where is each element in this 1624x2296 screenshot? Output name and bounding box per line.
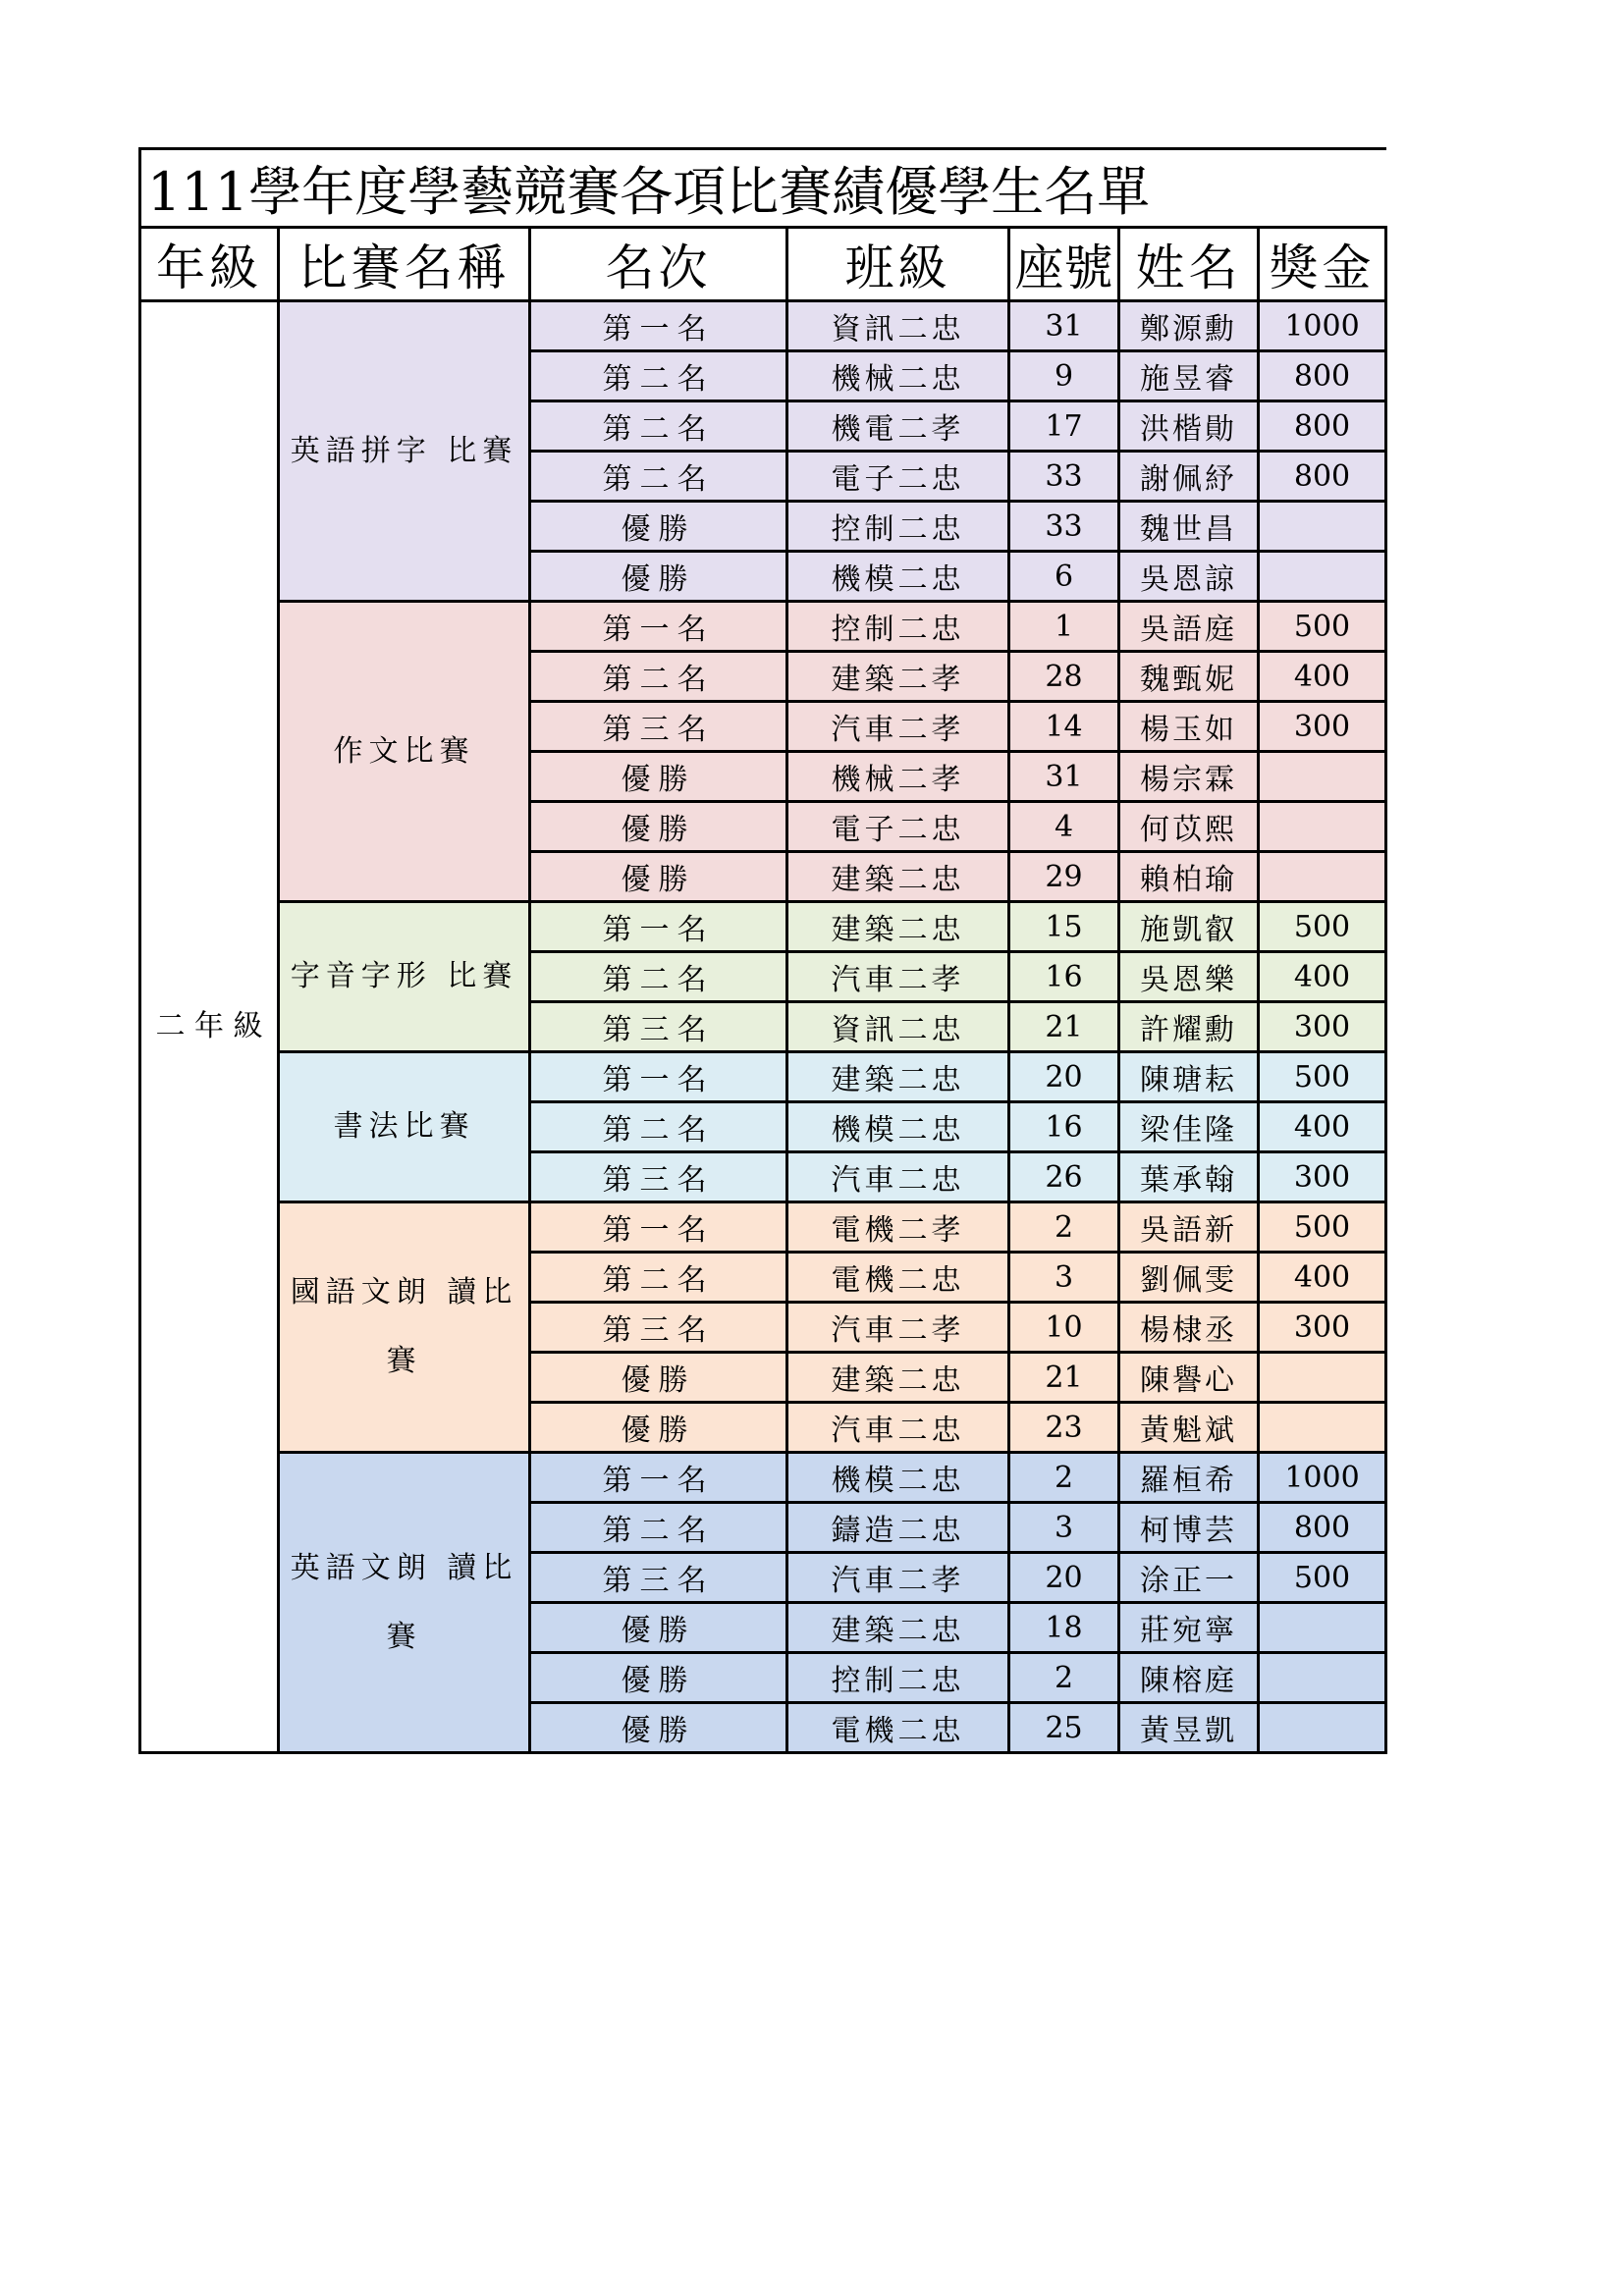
seat-cell: 15	[1009, 902, 1119, 952]
name-cell: 魏世昌	[1119, 502, 1259, 552]
name-cell: 洪楷勛	[1119, 401, 1259, 452]
name-cell: 葉承翰	[1119, 1152, 1259, 1202]
prize-cell	[1259, 1403, 1386, 1453]
name-cell: 許耀勳	[1119, 1002, 1259, 1052]
name-cell: 陳譽心	[1119, 1353, 1259, 1403]
table-row	[140, 1202, 1386, 1253]
prize-cell	[1259, 1353, 1386, 1403]
seat-cell: 31	[1009, 752, 1119, 802]
name-cell: 魏甄妮	[1119, 652, 1259, 702]
prize-cell	[1259, 502, 1386, 552]
prize-cell: 300	[1259, 1002, 1386, 1052]
rank-cell: 第二名	[530, 1253, 787, 1303]
prize-cell: 500	[1259, 1553, 1386, 1603]
class-cell: 電機二忠	[787, 1253, 1009, 1303]
rank-cell: 第三名	[530, 702, 787, 752]
competition-name: 書法比賽	[279, 1052, 530, 1202]
seat-cell: 20	[1009, 1553, 1119, 1603]
prize-cell	[1259, 852, 1386, 902]
name-cell: 施凱叡	[1119, 902, 1259, 952]
seat-cell: 1	[1009, 602, 1119, 652]
rank-cell: 優勝	[530, 502, 787, 552]
header-class: 班級	[787, 228, 1009, 301]
rank-cell: 第一名	[530, 1052, 787, 1102]
prize-cell: 800	[1259, 1503, 1386, 1553]
class-cell: 機模二忠	[787, 552, 1009, 602]
name-cell: 羅桓希	[1119, 1453, 1259, 1503]
name-cell: 涂正一	[1119, 1553, 1259, 1603]
class-cell: 電機二孝	[787, 1202, 1009, 1253]
rank-cell: 優勝	[530, 752, 787, 802]
table-row	[140, 602, 1386, 652]
prize-cell: 1000	[1259, 301, 1386, 351]
seat-cell: 33	[1009, 502, 1119, 552]
prize-cell: 500	[1259, 1052, 1386, 1102]
prize-cell: 400	[1259, 652, 1386, 702]
seat-cell: 2	[1009, 1202, 1119, 1253]
seat-cell: 21	[1009, 1002, 1119, 1052]
class-cell: 機模二忠	[787, 1453, 1009, 1503]
seat-cell: 3	[1009, 1253, 1119, 1303]
seat-cell: 6	[1009, 552, 1119, 602]
header-grade: 年級	[140, 228, 279, 301]
prize-cell	[1259, 1653, 1386, 1703]
prize-cell: 800	[1259, 401, 1386, 452]
seat-cell: 18	[1009, 1603, 1119, 1653]
seat-cell: 2	[1009, 1653, 1119, 1703]
class-cell: 汽車二孝	[787, 702, 1009, 752]
rank-cell: 第一名	[530, 602, 787, 652]
name-cell: 陳榕庭	[1119, 1653, 1259, 1703]
table-row	[140, 1453, 1386, 1503]
class-cell: 資訊二忠	[787, 301, 1009, 351]
class-cell: 建築二忠	[787, 1353, 1009, 1403]
grade-label: 二 年 級	[140, 301, 279, 1753]
name-cell: 吳恩諒	[1119, 552, 1259, 602]
seat-cell: 28	[1009, 652, 1119, 702]
rank-cell: 第二名	[530, 452, 787, 502]
rank-cell: 優勝	[530, 852, 787, 902]
prize-cell	[1259, 1703, 1386, 1753]
seat-cell: 3	[1009, 1503, 1119, 1553]
class-cell: 控制二忠	[787, 602, 1009, 652]
header-competition: 比賽名稱	[279, 228, 530, 301]
rank-cell: 第二名	[530, 1102, 787, 1152]
class-cell: 機械二忠	[787, 351, 1009, 401]
rank-cell: 第三名	[530, 1152, 787, 1202]
competition-name: 字音字形 比賽	[279, 902, 530, 1052]
class-cell: 汽車二孝	[787, 1303, 1009, 1353]
rank-cell: 第三名	[530, 1553, 787, 1603]
prize-cell: 300	[1259, 702, 1386, 752]
table-row	[140, 301, 1386, 351]
name-cell: 施昱睿	[1119, 351, 1259, 401]
rank-cell: 第一名	[530, 1453, 787, 1503]
competition-name: 英語拼字 比賽	[279, 301, 530, 602]
name-cell: 柯博芸	[1119, 1503, 1259, 1553]
name-cell: 楊玉如	[1119, 702, 1259, 752]
rank-cell: 第三名	[530, 1303, 787, 1353]
table-row	[140, 902, 1386, 952]
prize-cell: 300	[1259, 1152, 1386, 1202]
name-cell: 劉佩雯	[1119, 1253, 1259, 1303]
rank-cell: 第二名	[530, 952, 787, 1002]
name-cell: 吳語新	[1119, 1202, 1259, 1253]
competition-name: 英語文朗 讀比賽	[279, 1453, 530, 1753]
rank-cell: 優勝	[530, 1653, 787, 1703]
name-cell: 梁佳隆	[1119, 1102, 1259, 1152]
class-cell: 控制二忠	[787, 1653, 1009, 1703]
seat-cell: 25	[1009, 1703, 1119, 1753]
class-cell: 機模二忠	[787, 1102, 1009, 1152]
seat-cell: 14	[1009, 702, 1119, 752]
class-cell: 汽車二忠	[787, 1403, 1009, 1453]
seat-cell: 20	[1009, 1052, 1119, 1102]
rank-cell: 優勝	[530, 552, 787, 602]
prize-cell: 500	[1259, 1202, 1386, 1253]
header-prize: 獎金	[1259, 228, 1386, 301]
rank-cell: 第一名	[530, 902, 787, 952]
seat-cell: 29	[1009, 852, 1119, 902]
prize-cell: 500	[1259, 602, 1386, 652]
rank-cell: 第二名	[530, 652, 787, 702]
rank-cell: 第一名	[530, 301, 787, 351]
seat-cell: 26	[1009, 1152, 1119, 1202]
header-name: 姓名	[1119, 228, 1259, 301]
class-cell: 汽車二孝	[787, 1553, 1009, 1603]
seat-cell: 33	[1009, 452, 1119, 502]
class-cell: 機械二孝	[787, 752, 1009, 802]
rank-cell: 優勝	[530, 1403, 787, 1453]
seat-cell: 4	[1009, 802, 1119, 852]
class-cell: 資訊二忠	[787, 1002, 1009, 1052]
name-cell: 何苡熙	[1119, 802, 1259, 852]
prize-cell	[1259, 552, 1386, 602]
name-cell: 鄭源勳	[1119, 301, 1259, 351]
class-cell: 鑄造二忠	[787, 1503, 1009, 1553]
name-cell: 陳瑭耘	[1119, 1052, 1259, 1102]
name-cell: 黃昱凱	[1119, 1703, 1259, 1753]
seat-cell: 17	[1009, 401, 1119, 452]
rank-cell: 優勝	[530, 1353, 787, 1403]
class-cell: 電機二忠	[787, 1703, 1009, 1753]
prize-cell: 800	[1259, 452, 1386, 502]
header-row	[140, 228, 1386, 301]
name-cell: 吳語庭	[1119, 602, 1259, 652]
class-cell: 電子二忠	[787, 802, 1009, 852]
award-table	[138, 147, 1387, 1754]
rank-cell: 優勝	[530, 1703, 787, 1753]
rank-cell: 第二名	[530, 401, 787, 452]
prize-cell: 1000	[1259, 1453, 1386, 1503]
name-cell: 賴柏瑜	[1119, 852, 1259, 902]
class-cell: 汽車二忠	[787, 1152, 1009, 1202]
class-cell: 建築二孝	[787, 652, 1009, 702]
name-cell: 吳恩樂	[1119, 952, 1259, 1002]
table-title: 111學年度學藝競賽各項比賽績優學生名單	[140, 149, 1386, 228]
prize-cell: 500	[1259, 902, 1386, 952]
class-cell: 建築二忠	[787, 1052, 1009, 1102]
name-cell: 黃魁斌	[1119, 1403, 1259, 1453]
class-cell: 建築二忠	[787, 902, 1009, 952]
prize-cell: 400	[1259, 1102, 1386, 1152]
class-cell: 電子二忠	[787, 452, 1009, 502]
competition-name: 作文比賽	[279, 602, 530, 902]
name-cell: 楊宗霖	[1119, 752, 1259, 802]
class-cell: 建築二忠	[787, 852, 1009, 902]
prize-cell: 400	[1259, 952, 1386, 1002]
class-cell: 建築二忠	[787, 1603, 1009, 1653]
rank-cell: 第三名	[530, 1002, 787, 1052]
header-rank: 名次	[530, 228, 787, 301]
name-cell: 莊宛寧	[1119, 1603, 1259, 1653]
name-cell: 謝佩紓	[1119, 452, 1259, 502]
rank-cell: 優勝	[530, 1603, 787, 1653]
seat-cell: 9	[1009, 351, 1119, 401]
class-cell: 機電二孝	[787, 401, 1009, 452]
seat-cell: 31	[1009, 301, 1119, 351]
seat-cell: 16	[1009, 952, 1119, 1002]
rank-cell: 優勝	[530, 802, 787, 852]
name-cell: 楊棣丞	[1119, 1303, 1259, 1353]
class-cell: 汽車二孝	[787, 952, 1009, 1002]
rank-cell: 第一名	[530, 1202, 787, 1253]
seat-cell: 21	[1009, 1353, 1119, 1403]
rank-cell: 第二名	[530, 351, 787, 401]
prize-cell	[1259, 1603, 1386, 1653]
prize-cell	[1259, 752, 1386, 802]
header-seat: 座號	[1009, 228, 1119, 301]
prize-cell: 400	[1259, 1253, 1386, 1303]
seat-cell: 23	[1009, 1403, 1119, 1453]
table-row	[140, 1052, 1386, 1102]
seat-cell: 2	[1009, 1453, 1119, 1503]
seat-cell: 16	[1009, 1102, 1119, 1152]
prize-cell: 300	[1259, 1303, 1386, 1353]
prize-cell	[1259, 802, 1386, 852]
seat-cell: 10	[1009, 1303, 1119, 1353]
rank-cell: 第二名	[530, 1503, 787, 1553]
competition-name: 國語文朗 讀比賽	[279, 1202, 530, 1453]
prize-cell: 800	[1259, 351, 1386, 401]
class-cell: 控制二忠	[787, 502, 1009, 552]
